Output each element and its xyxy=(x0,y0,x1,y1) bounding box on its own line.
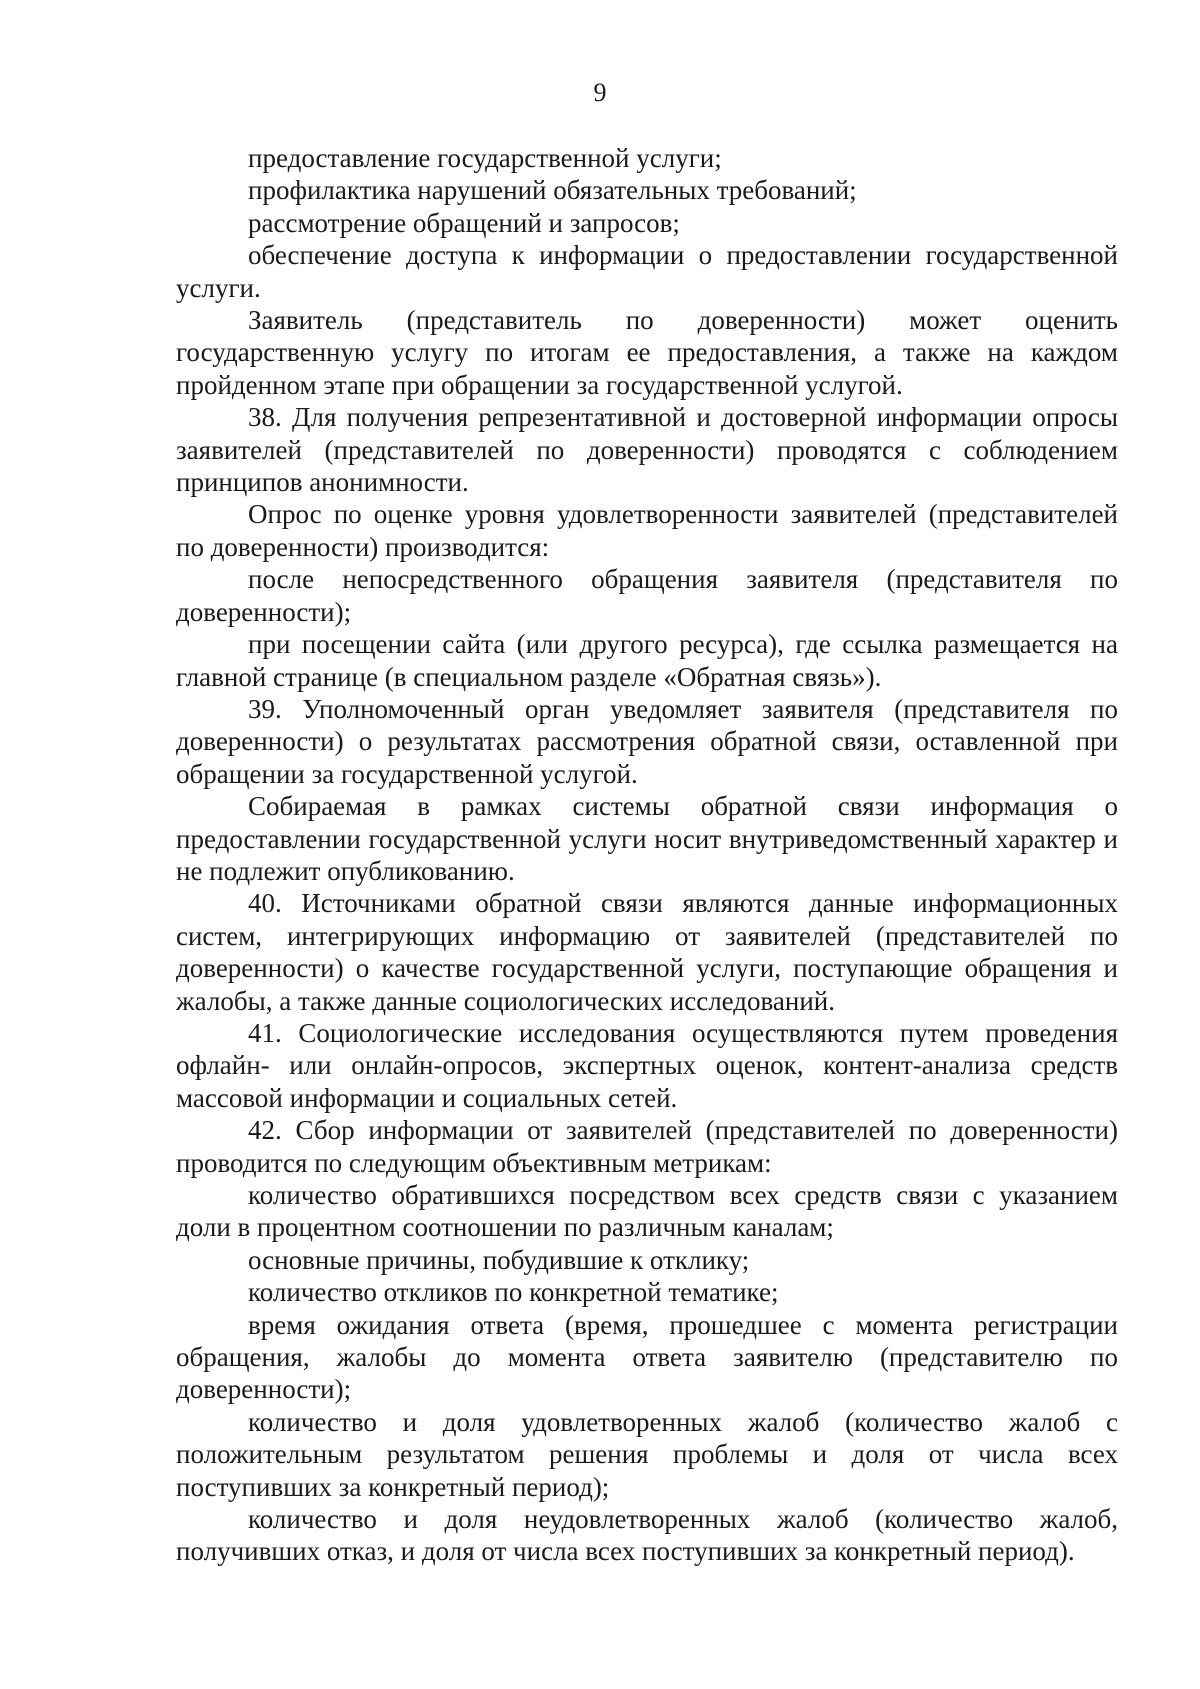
paragraph-8: после непосредственного обращения заявителя (представителя по доверенности); xyxy=(176,564,1118,627)
paragraph-4: обеспечение доступа к информации о предоставлении государственной услуги. xyxy=(176,240,1118,303)
document-body xyxy=(176,142,1118,1568)
paragraph-9: при посещении сайта (или другого ресурса), где ссылка размещается на главной странице (в специальном разделе «Обратная связь»). xyxy=(176,629,1118,692)
paragraph-item-38: 38. Для получения репрезентативной и достоверной информации опросы заявителей (представителей по доверенности) проводятся с соблюдением принципов анонимности. xyxy=(176,402,1118,498)
paragraph-16: основные причины, побудившие к отклику; xyxy=(248,1244,750,1275)
paragraph-item-40: 40. Источниками обратной связи являются данные информационных систем, интегрирующих информацию от заявителей (представителей по доверенности) о качестве государственной услуги, поступающие обращения и жалобы, а также данные социологических исследований. xyxy=(176,888,1118,1016)
paragraph-item-42: 42. Сбор информации от заявителей (представителей по доверенности) проводится по следующим объективным метрикам: xyxy=(176,1115,1118,1178)
paragraph-1: предоставление государственной услуги; xyxy=(248,143,722,173)
paragraph-3: рассмотрение обращений и запросов; xyxy=(248,207,680,238)
paragraph-item-39: 39. Уполномоченный орган уведомляет заявителя (представителя по доверенности) о результатах рассмотрения обратной связи, оставленной при обращении за государственной услугой. xyxy=(176,693,1118,789)
paragraph-item-41: 41. Социологические исследования осуществляются путем проведения офлайн- или онлайн-опросов, экспертных оценок, контент-анализа средств массовой информации и социальных сетей. xyxy=(176,1017,1118,1113)
paragraph-11: Собираемая в рамках системы обратной связи информация о предоставлении государственной услуги носит внутриведомственный характер и не подлежит опубликованию. xyxy=(176,791,1118,886)
paragraph-19: количество и доля удовлетворенных жалоб (количество жалоб с положительным результатом решения проблемы и доля от числа всех поступивших за конкретный период); xyxy=(176,1406,1118,1502)
paragraph-20: количество и доля неудовлетворенных жалоб (количество жалоб, получивших отказ, и доля от числа всех поступивших за конкретный период). xyxy=(176,1504,1118,1567)
paragraph-7: Опрос по оценке уровня удовлетворенности заявителей (представителей по доверенности) производится: xyxy=(176,499,1118,562)
page-number: 9 xyxy=(593,78,607,107)
paragraph-18: время ожидания ответа (время, прошедшее с момента регистрации обращения, жалобы до момента ответа заявителю (представителю по доверенности); xyxy=(176,1309,1118,1405)
paragraph-5: Заявитель (представитель по доверенности) может оценить государственную услугу по итогам ее предоставления, а также на каждом пройденном этапе при обращении за государственной услугой. xyxy=(176,305,1118,400)
paragraph-2: профилактика нарушений обязательных требований; xyxy=(248,175,857,206)
paragraph-15: количество обратившихся посредством всех средств связи с указанием доли в процентном соотношении по различным каналам; xyxy=(176,1180,1118,1243)
paragraph-17: количество откликов по конкретной тематике; xyxy=(248,1277,779,1308)
